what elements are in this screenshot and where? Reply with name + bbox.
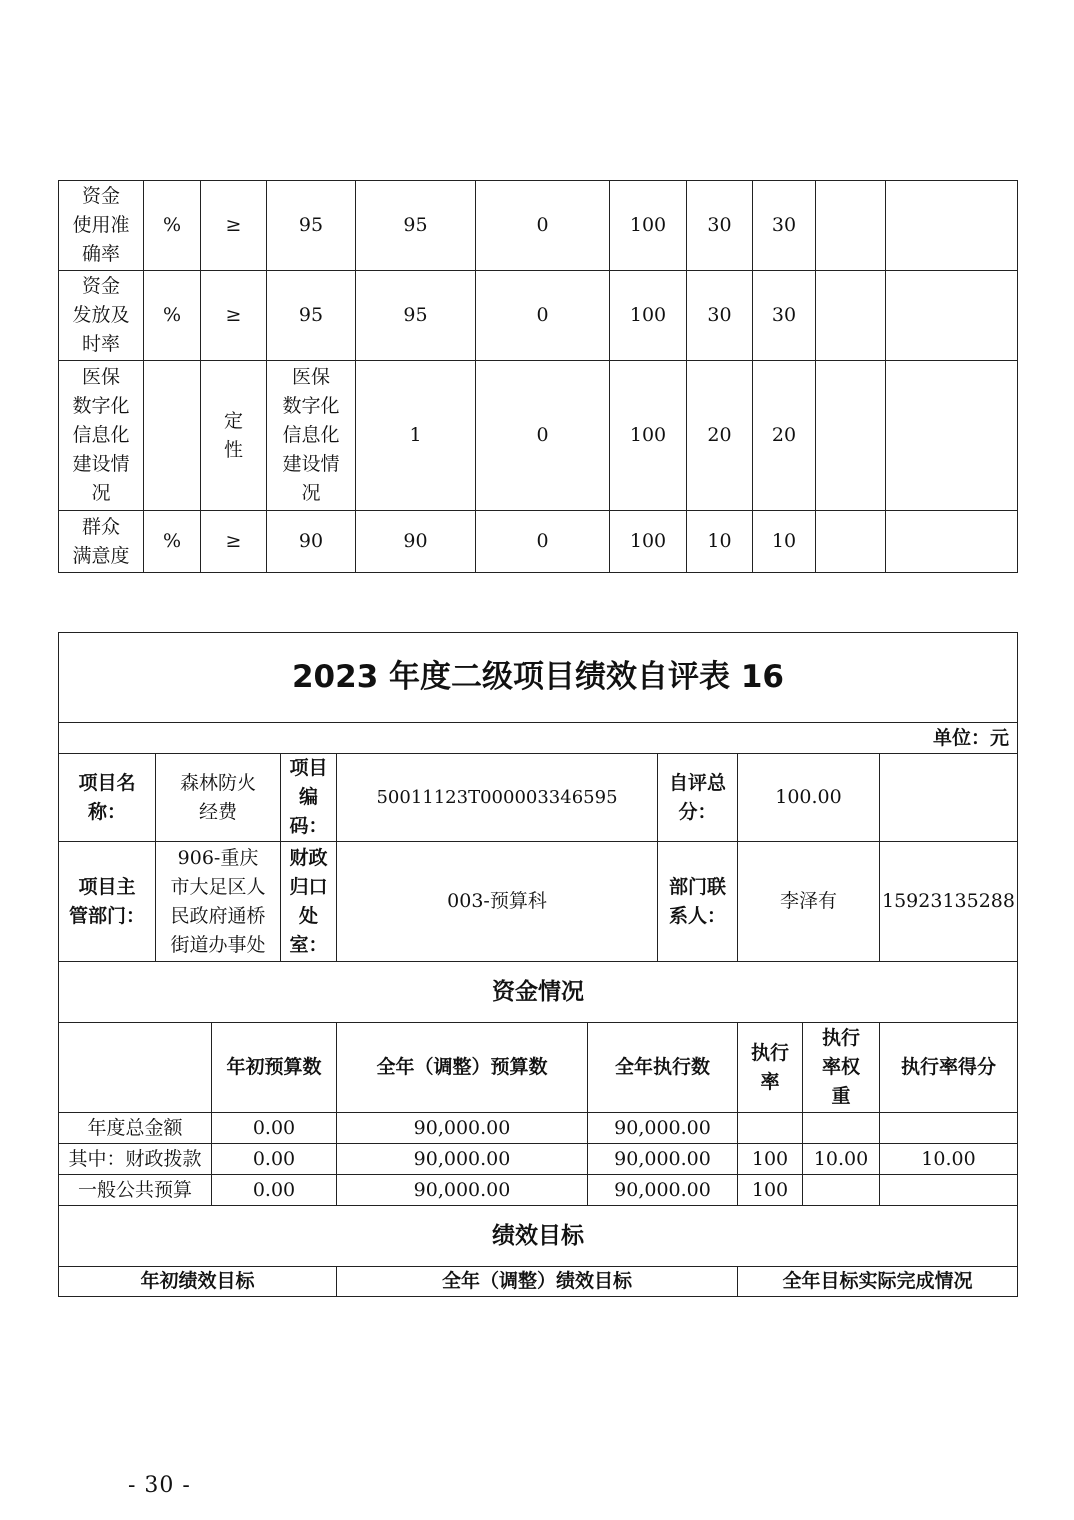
indicator-target: 医保 数字化 信息化 建设情 况 bbox=[267, 361, 356, 511]
empty-cell bbox=[880, 754, 1018, 842]
project-code-label: 项目 编码： bbox=[281, 754, 337, 842]
self-score: 100.00 bbox=[738, 754, 880, 842]
goals-header-actual: 全年目标实际完成情况 bbox=[738, 1267, 1018, 1297]
funds-row bbox=[59, 1144, 1018, 1175]
indicator-operator: 定 性 bbox=[201, 361, 267, 511]
finance-office-label: 财政 归口 处室： bbox=[281, 842, 337, 962]
funds-row-weight bbox=[803, 1113, 880, 1144]
department: 906-重庆 市大足区人 民政府通桥 街道办事处 bbox=[156, 842, 281, 962]
indicator-weight: 20 bbox=[687, 361, 753, 511]
funds-header-rate-weight: 执行 率权 重 bbox=[803, 1023, 880, 1113]
funds-section-title: 资金情况 bbox=[59, 962, 1018, 1023]
indicator-reason bbox=[816, 361, 886, 511]
funds-row bbox=[59, 1113, 1018, 1144]
goals-header-row bbox=[59, 1267, 1018, 1297]
indicator-score: 20 bbox=[753, 361, 816, 511]
goals-section-title: 绩效目标 bbox=[59, 1206, 1018, 1267]
contact-label: 部门联 系人： bbox=[658, 842, 738, 962]
department-label: 项目主 管部门： bbox=[59, 842, 156, 962]
funds-header-rate: 执行 率 bbox=[738, 1023, 803, 1113]
unit-row bbox=[59, 723, 1018, 754]
indicator-unit: % bbox=[144, 181, 201, 271]
indicator-weight: 30 bbox=[687, 181, 753, 271]
indicator-measure bbox=[886, 181, 1018, 271]
indicator-unit bbox=[144, 361, 201, 511]
funds-row-initial: 0.00 bbox=[212, 1113, 337, 1144]
indicator-measure bbox=[886, 361, 1018, 511]
funds-row-score bbox=[880, 1175, 1018, 1206]
indicator-deviation: 0 bbox=[476, 361, 610, 511]
phone-number: 15923135288 bbox=[882, 890, 1015, 912]
title-row bbox=[59, 633, 1018, 723]
indicator-score-rate: 100 bbox=[610, 271, 687, 361]
funds-header-blank bbox=[59, 1023, 212, 1113]
indicator-name: 资金 使用准 确率 bbox=[59, 181, 144, 271]
finance-office: 003-预算科 bbox=[337, 842, 658, 962]
funds-section-row bbox=[59, 962, 1018, 1023]
funds-row-executed: 90,000.00 bbox=[588, 1175, 738, 1206]
funds-row-weight bbox=[803, 1175, 880, 1206]
indicator-reason bbox=[816, 181, 886, 271]
indicator-name: 医保 数字化 信息化 建设情 况 bbox=[59, 361, 144, 511]
indicator-target: 95 bbox=[267, 271, 356, 361]
indicator-target: 90 bbox=[267, 511, 356, 573]
indicator-deviation: 0 bbox=[476, 181, 610, 271]
indicator-table bbox=[58, 180, 1018, 573]
indicator-operator: ≥ bbox=[201, 271, 267, 361]
project-code: 50011123T000003346595 bbox=[337, 754, 658, 842]
goals-header-adjusted: 全年（调整）绩效目标 bbox=[337, 1267, 738, 1297]
indicator-measure bbox=[886, 511, 1018, 573]
indicator-score-rate: 100 bbox=[610, 511, 687, 573]
goals-header-initial: 年初绩效目标 bbox=[59, 1267, 337, 1297]
goals-section-row bbox=[59, 1206, 1018, 1267]
funds-header-row bbox=[59, 1023, 1018, 1113]
funds-header-executed: 全年执行数 bbox=[588, 1023, 738, 1113]
indicator-row bbox=[59, 271, 1018, 361]
department-info-row bbox=[59, 842, 1018, 962]
contact-person: 李泽有 bbox=[738, 842, 880, 962]
funds-row-label: 年度总金额 bbox=[59, 1113, 212, 1144]
funds-row-initial: 0.00 bbox=[212, 1144, 337, 1175]
funds-row-rate bbox=[738, 1113, 803, 1144]
funds-row-adjusted: 90,000.00 bbox=[337, 1113, 588, 1144]
funds-row-adjusted: 90,000.00 bbox=[337, 1175, 588, 1206]
funds-row-adjusted: 90,000.00 bbox=[337, 1144, 588, 1175]
indicator-target: 95 bbox=[267, 181, 356, 271]
form-title: 2023 年度二级项目绩效自评表 16 bbox=[59, 633, 1018, 723]
funds-row bbox=[59, 1175, 1018, 1206]
funds-row-rate: 100 bbox=[738, 1144, 803, 1175]
indicator-row bbox=[59, 361, 1018, 511]
indicator-actual: 90 bbox=[356, 511, 476, 573]
funds-header-adjusted: 全年（调整）预算数 bbox=[337, 1023, 588, 1113]
indicator-measure bbox=[886, 271, 1018, 361]
phone-cell bbox=[880, 842, 1018, 962]
indicator-reason bbox=[816, 511, 886, 573]
indicator-weight: 30 bbox=[687, 271, 753, 361]
indicator-actual: 95 bbox=[356, 271, 476, 361]
funds-row-initial: 0.00 bbox=[212, 1175, 337, 1206]
indicator-name: 群众 满意度 bbox=[59, 511, 144, 573]
indicator-name: 资金 发放及 时率 bbox=[59, 271, 144, 361]
indicator-row bbox=[59, 181, 1018, 271]
funds-row-score bbox=[880, 1113, 1018, 1144]
project-name-label: 项目名 称： bbox=[59, 754, 156, 842]
indicator-actual: 95 bbox=[356, 181, 476, 271]
self-evaluation-form bbox=[58, 632, 1018, 1297]
funds-row-label: 一般公共预算 bbox=[59, 1175, 212, 1206]
indicator-actual: 1 bbox=[356, 361, 476, 511]
funds-header-rate-score: 执行率得分 bbox=[880, 1023, 1018, 1113]
funds-row-rate: 100 bbox=[738, 1175, 803, 1206]
project-name: 森林防火 经费 bbox=[156, 754, 281, 842]
indicator-operator: ≥ bbox=[201, 511, 267, 573]
funds-row-executed: 90,000.00 bbox=[588, 1113, 738, 1144]
page-number: - 30 - bbox=[128, 1473, 191, 1498]
indicator-reason bbox=[816, 271, 886, 361]
indicator-score: 10 bbox=[753, 511, 816, 573]
indicator-score-rate: 100 bbox=[610, 181, 687, 271]
indicator-unit: % bbox=[144, 271, 201, 361]
indicator-row bbox=[59, 511, 1018, 573]
indicator-score: 30 bbox=[753, 271, 816, 361]
funds-row-executed: 90,000.00 bbox=[588, 1144, 738, 1175]
funds-row-score: 10.00 bbox=[880, 1144, 1018, 1175]
indicator-deviation: 0 bbox=[476, 511, 610, 573]
funds-header-initial: 年初预算数 bbox=[212, 1023, 337, 1113]
self-score-label: 自评总 分： bbox=[658, 754, 738, 842]
funds-row-weight: 10.00 bbox=[803, 1144, 880, 1175]
indicator-score: 30 bbox=[753, 181, 816, 271]
indicator-operator: ≥ bbox=[201, 181, 267, 271]
indicator-score-rate: 100 bbox=[610, 361, 687, 511]
unit-label: 单位：元 bbox=[59, 723, 1018, 754]
indicator-unit: % bbox=[144, 511, 201, 573]
indicator-weight: 10 bbox=[687, 511, 753, 573]
indicator-deviation: 0 bbox=[476, 271, 610, 361]
funds-row-label: 其中：财政拨款 bbox=[59, 1144, 212, 1175]
project-info-row bbox=[59, 754, 1018, 842]
